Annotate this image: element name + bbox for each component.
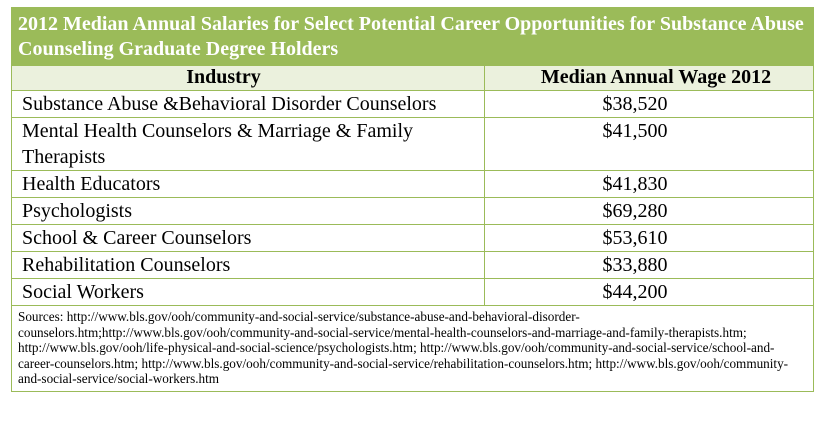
table-row — [12, 198, 814, 225]
table-row — [12, 171, 814, 198]
industry-cell: Mental Health Counselors & Marriage & Family Therapists — [12, 118, 485, 171]
industry-cell: Social Workers — [12, 279, 485, 306]
sources-text: Sources: http://www.bls.gov/ooh/community-and-social-service/substance-abuse-and-behavioral-disorder-counselors.htm;http://www.bls.gov/ooh/community-and-social-service/mental-health-counselors-and-marriage-and-family-therapists.htm; http://www.bls.gov/ooh/life-physical-and-social-science/psychologists.htm; http://www.bls.gov/ooh/community-and-social-service/school-and-career-counselors.htm; http://www.bls.gov/ooh/community-and-social-service/rehabilitation-counselors.htm; http://www.bls.gov/ooh/community-and-social-service/social-workers.htm — [12, 306, 814, 392]
wage-cell: $33,880 — [485, 252, 814, 279]
industry-cell: Substance Abuse &Behavioral Disorder Counselors — [12, 91, 485, 118]
wage-cell: $44,200 — [485, 279, 814, 306]
table-row — [12, 279, 814, 306]
header-industry: Industry — [12, 66, 485, 91]
wage-cell: $38,520 — [485, 91, 814, 118]
industry-cell: Psychologists — [12, 198, 485, 225]
salary-table-container — [11, 7, 813, 392]
wage-cell: $41,830 — [485, 171, 814, 198]
sources-row — [12, 306, 814, 392]
table-header-row — [12, 66, 814, 91]
industry-cell: School & Career Counselors — [12, 225, 485, 252]
wage-cell: $41,500 — [485, 118, 814, 171]
wage-cell: $69,280 — [485, 198, 814, 225]
salary-table — [11, 7, 814, 392]
table-title-row — [12, 8, 814, 66]
table-title: 2012 Median Annual Salaries for Select Potential Career Opportunities for Substance Abuse Counseling Graduate Degree Holders — [12, 8, 814, 66]
table-row — [12, 91, 814, 118]
industry-cell: Rehabilitation Counselors — [12, 252, 485, 279]
table-row — [12, 225, 814, 252]
header-median-wage: Median Annual Wage 2012 — [485, 66, 814, 91]
industry-cell: Health Educators — [12, 171, 485, 198]
table-row — [12, 118, 814, 171]
table-row — [12, 252, 814, 279]
wage-cell: $53,610 — [485, 225, 814, 252]
